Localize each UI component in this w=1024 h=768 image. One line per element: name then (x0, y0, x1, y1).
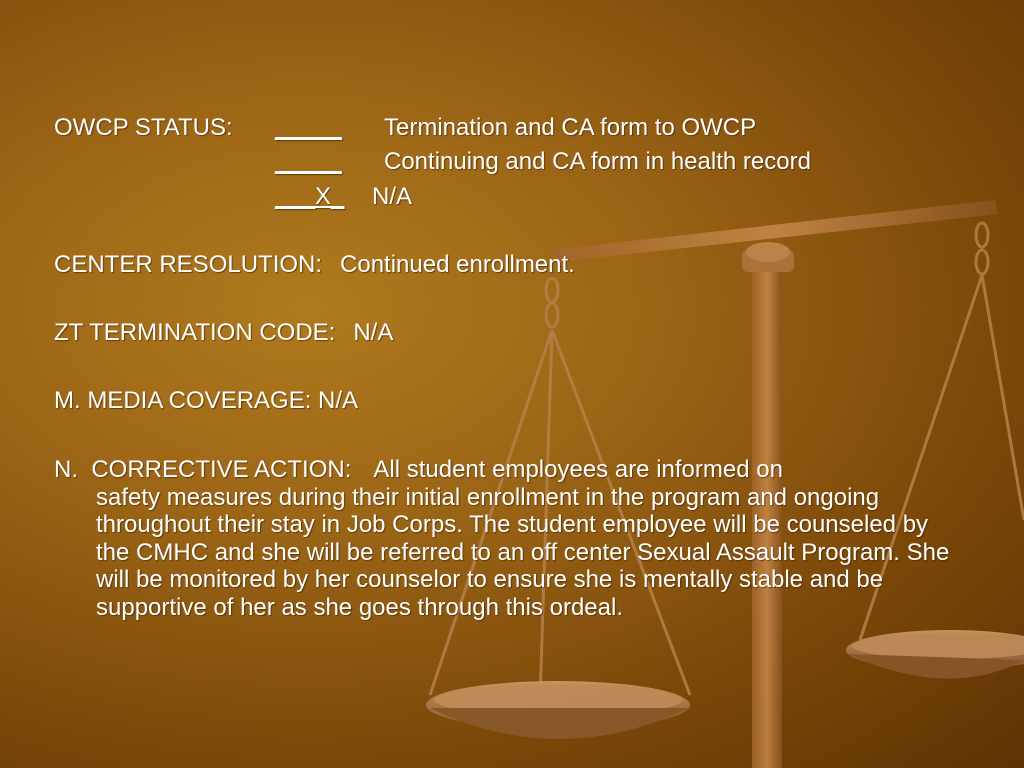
corrective-action-first-line (54, 456, 954, 484)
corrective-action-label: N. CORRECTIVE ACTION: (54, 456, 352, 483)
corrective-action-body: safety measures during their initial enrollment in the program and ongoing throughout their stay in Job Corps. The student employee will be counseled by the CMHC and she will be referred to an off center Sexual Assault Program. She will be monitored by her counselor to ensure she is mentally stable and be supportive of her as she goes through this ordeal. (96, 483, 950, 621)
owcp-status-label: OWCP STATUS: (54, 114, 233, 141)
owcp-option-blank: _____ (275, 148, 342, 175)
center-resolution-line (54, 251, 575, 279)
owcp-option-text: N/A (372, 183, 413, 210)
owcp-option-text: Termination and CA form to OWCP (384, 114, 757, 141)
zt-termination-value: N/A (353, 319, 394, 346)
zt-termination-label: ZT TERMINATION CODE: (54, 319, 336, 346)
corrective-action-intro: All student employees are informed on (373, 456, 783, 483)
owcp-option-blank: _____ (275, 114, 342, 141)
center-resolution-value: Continued enrollment. (340, 251, 575, 278)
owcp-option-blank-checked: ___X_ (275, 183, 345, 210)
owcp-option-text: Continuing and CA form in health record (384, 148, 811, 175)
media-coverage-line: M. MEDIA COVERAGE: N/A (54, 387, 359, 414)
zt-termination-line (54, 319, 393, 347)
center-resolution-label: CENTER RESOLUTION: (54, 251, 323, 278)
corrective-action-paragraph (54, 456, 954, 621)
